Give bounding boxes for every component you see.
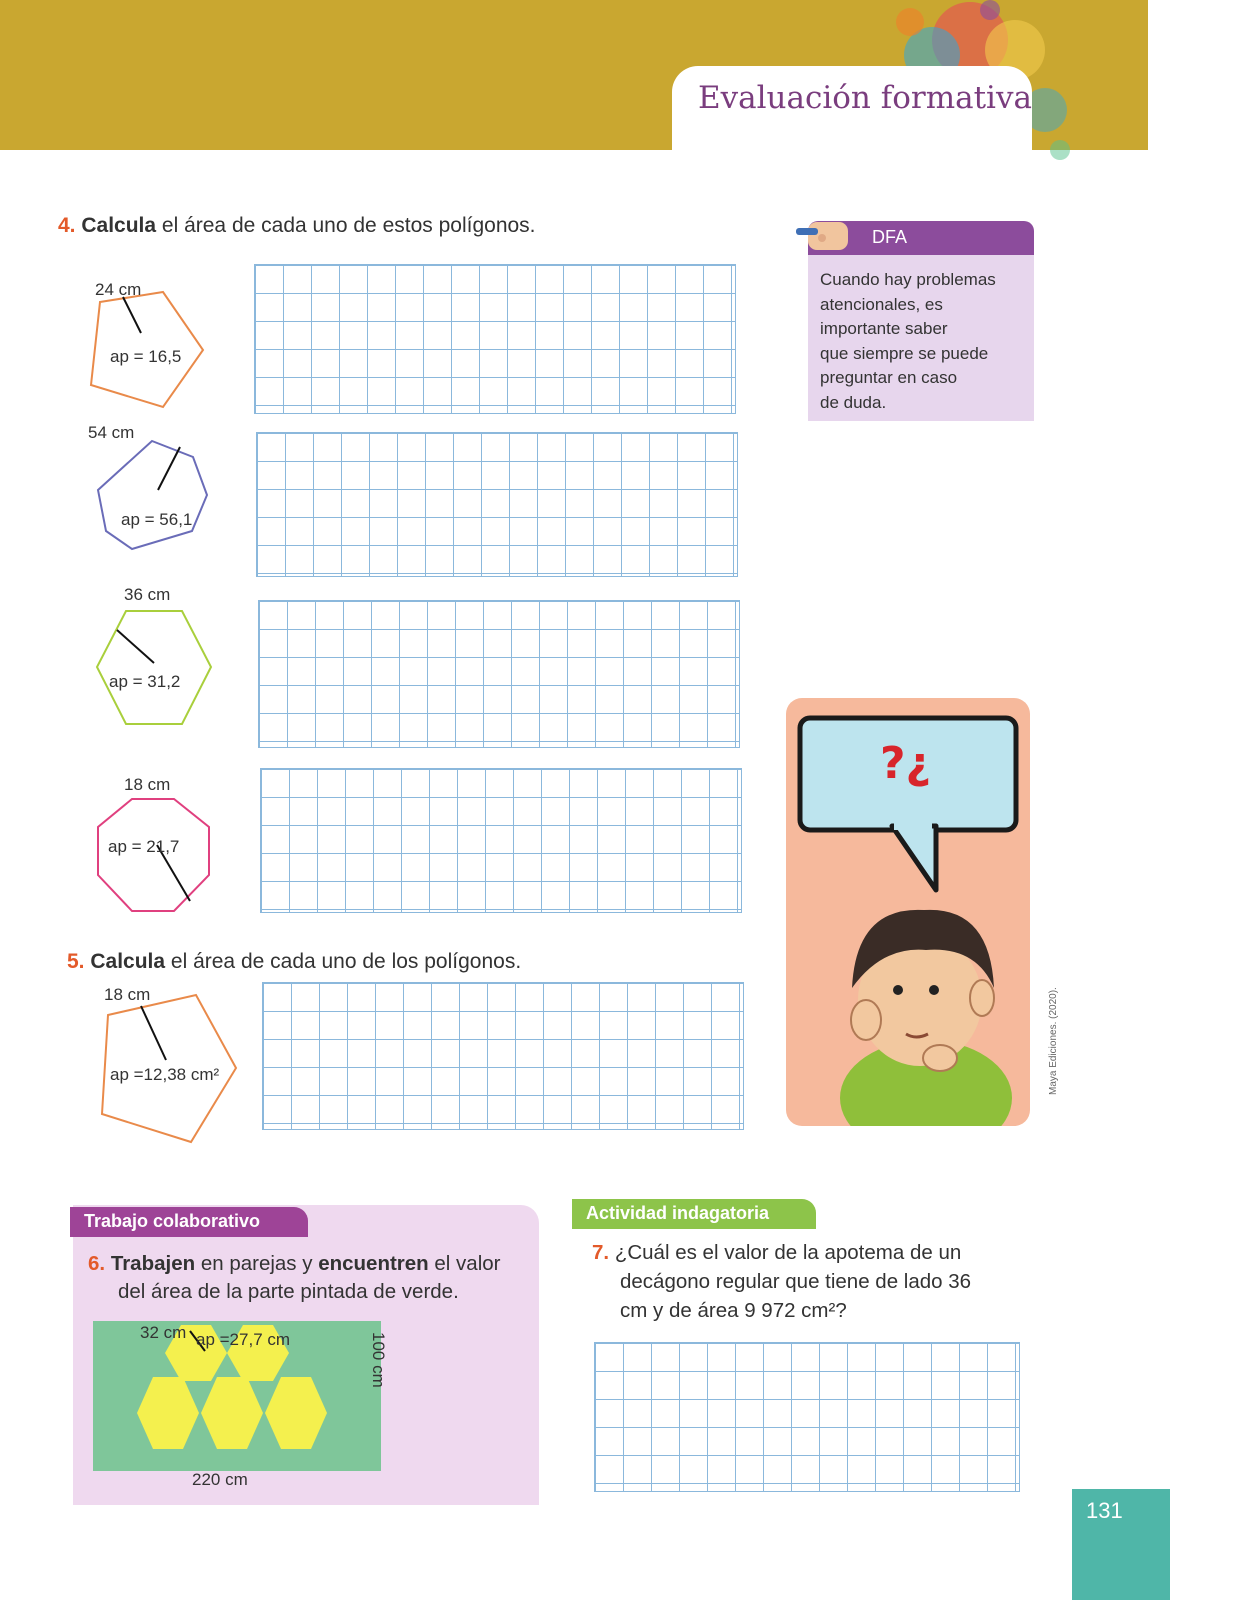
answer-grid-7[interactable]: [594, 1342, 1020, 1492]
collab-tab-label: Trabajo colaborativo: [84, 1211, 261, 1231]
question-text: el área de cada uno de los polígonos.: [165, 950, 522, 973]
octagon-side-label: 18 cm: [124, 775, 171, 794]
hexagon-side-label: 32 cm: [140, 1323, 187, 1342]
hexagon-apothem-label: ap = 31,2: [109, 672, 181, 691]
dfa-line: que siempre se puede: [820, 343, 989, 363]
question-marks: ?¿: [880, 738, 932, 789]
dfa-line: Cuando hay problemas: [820, 270, 996, 289]
answer-grid-3[interactable]: [258, 600, 740, 748]
question-number: 6.: [88, 1252, 106, 1275]
q5-side-label: 18 cm: [104, 985, 151, 1004]
question-text: ¿Cuál es el valor de la apotema de un: [614, 1241, 962, 1264]
activity-tab-label: Actividad indagatoria: [586, 1203, 770, 1223]
question-5: [67, 950, 521, 974]
dfa-line: atencionales, es: [820, 294, 943, 314]
q5-apothem-label: ap =12,38 cm²: [110, 1065, 220, 1084]
question-number: 5.: [67, 950, 85, 973]
hexagon-side-label: 36 cm: [124, 585, 171, 604]
heptagon-side-label: 54 cm: [88, 423, 135, 442]
dfa-line: de duda.: [820, 392, 887, 412]
question-text: el valor: [428, 1252, 501, 1275]
hexagon-apothem-label: ap =27,7 cm: [196, 1330, 291, 1349]
question-6: [88, 1252, 500, 1276]
dfa-text: [820, 268, 1030, 415]
question-number: 4.: [58, 214, 76, 237]
pentagon-apothem-label: ap = 16,5: [110, 347, 182, 366]
question-verb: encuentren: [318, 1252, 429, 1275]
question-7-line3: cm y de área 9 972 cm²?: [620, 1299, 847, 1322]
octagon-apothem-label: ap = 21,7: [108, 837, 180, 856]
page-title: Evaluación formativa: [698, 80, 1032, 116]
rectangle-height-label: 100 cm: [369, 1332, 388, 1388]
answer-grid-5[interactable]: [262, 982, 744, 1130]
image-credit: Maya Ediciones. (2020).: [1048, 987, 1059, 1095]
question-7: [592, 1241, 961, 1265]
dfa-line: preguntar en caso: [820, 368, 958, 387]
rectangle-width-label: 220 cm: [192, 1470, 248, 1489]
question-verb: Calcula: [90, 950, 166, 973]
question-4: [58, 214, 536, 238]
heptagon-apothem-label: ap = 56,1: [121, 510, 193, 529]
question-text: en parejas y: [195, 1252, 319, 1275]
question-number: 7.: [592, 1241, 610, 1264]
pentagon-side-label: 24 cm: [95, 280, 142, 299]
answer-grid-2[interactable]: [256, 432, 738, 577]
page-number: 131: [1086, 1498, 1123, 1523]
question-verb: Trabajen: [110, 1252, 196, 1275]
question-verb: Calcula: [81, 214, 157, 237]
question-text: el área de cada uno de estos polígonos.: [156, 214, 536, 237]
hexagon-shape: [92, 605, 222, 730]
answer-grid-4[interactable]: [260, 768, 742, 913]
dfa-line: importante saber: [820, 319, 948, 338]
hand-icon: [794, 216, 856, 256]
answer-grid-1[interactable]: [254, 264, 736, 414]
question-6-line2: del área de la parte pintada de verde.: [118, 1280, 459, 1303]
question-7-line2: decágono regular que tiene de lado 36: [620, 1270, 972, 1293]
heptagon-shape: [92, 435, 222, 555]
dfa-title: DFA: [872, 227, 908, 247]
